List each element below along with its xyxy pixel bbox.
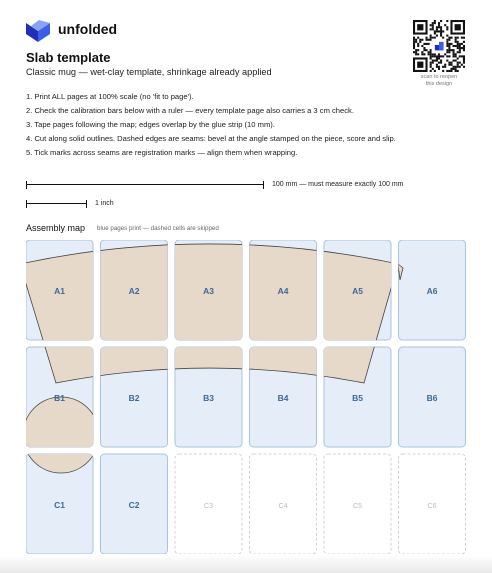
page-label-a5: A5 bbox=[352, 286, 363, 296]
page-label-a3: A3 bbox=[203, 286, 214, 296]
qr-code-icon bbox=[413, 20, 465, 72]
page-label-b3: B3 bbox=[203, 393, 214, 403]
assembly-map-title: Assembly map bbox=[26, 223, 86, 233]
calibration-inch-label: 1 inch bbox=[95, 200, 114, 207]
page-label-a4: A4 bbox=[277, 286, 289, 296]
qr-caption bbox=[408, 74, 470, 88]
calibration-bar-inch bbox=[26, 200, 87, 208]
page-label-a6: A6 bbox=[426, 286, 438, 296]
assembly-map-note: blue pages print — dashed cells are skipped bbox=[97, 225, 219, 232]
instruction-item: 2. Check the calibration bars below with a ruler — every template page also carries a 3 cm check. bbox=[26, 106, 354, 115]
mug-wall-piece bbox=[26, 244, 398, 383]
page-label-a1: A1 bbox=[54, 286, 65, 296]
instruction-item: 4. Cut along solid outlines. Dashed edges are seams: bevel at the angle stamped on the piece, score and slip. bbox=[26, 134, 396, 143]
calibration-100mm-label: 100 mm — must measure exactly 100 mm bbox=[272, 181, 404, 188]
assembly-map bbox=[26, 240, 467, 554]
page-label-c1: C1 bbox=[54, 500, 65, 510]
page-label-c5: C5 bbox=[353, 503, 362, 510]
instruction-item: 5. Tick marks across seams are registration marks — align them when wrapping. bbox=[26, 148, 298, 157]
mug-base-piece bbox=[26, 397, 99, 473]
qr-caption-line1: scan to reopen bbox=[420, 74, 458, 80]
cube-logo-icon bbox=[26, 20, 50, 42]
instructions-list bbox=[26, 90, 396, 160]
qr-caption-line2: this design bbox=[425, 81, 453, 87]
page-label-c4: C4 bbox=[278, 503, 288, 510]
page-label-c2: C2 bbox=[128, 500, 140, 510]
calibration-bar-100mm bbox=[26, 181, 264, 189]
page-bottom-edge bbox=[0, 555, 492, 573]
page-label-c6: C6 bbox=[427, 503, 437, 510]
page-label-b2: B2 bbox=[128, 393, 140, 403]
brand-name: unfolded bbox=[58, 21, 118, 37]
page-label-b1: B1 bbox=[54, 393, 65, 403]
instruction-item: 3. Tape pages following the map; edges overlap by the glue strip (10 mm). bbox=[26, 120, 275, 129]
page-label-c3: C3 bbox=[204, 503, 213, 510]
page-subtitle: Classic mug — wet-clay template, shrinkage already applied bbox=[26, 67, 272, 77]
page-title: Slab template bbox=[26, 50, 111, 65]
instruction-item: 1. Print ALL pages at 100% scale (no 'fit to page'). bbox=[26, 92, 194, 101]
page-label-a2: A2 bbox=[128, 286, 140, 296]
page-label-b5: B5 bbox=[352, 393, 363, 403]
page-label-b4: B4 bbox=[277, 393, 289, 403]
page-label-b6: B6 bbox=[426, 393, 438, 403]
